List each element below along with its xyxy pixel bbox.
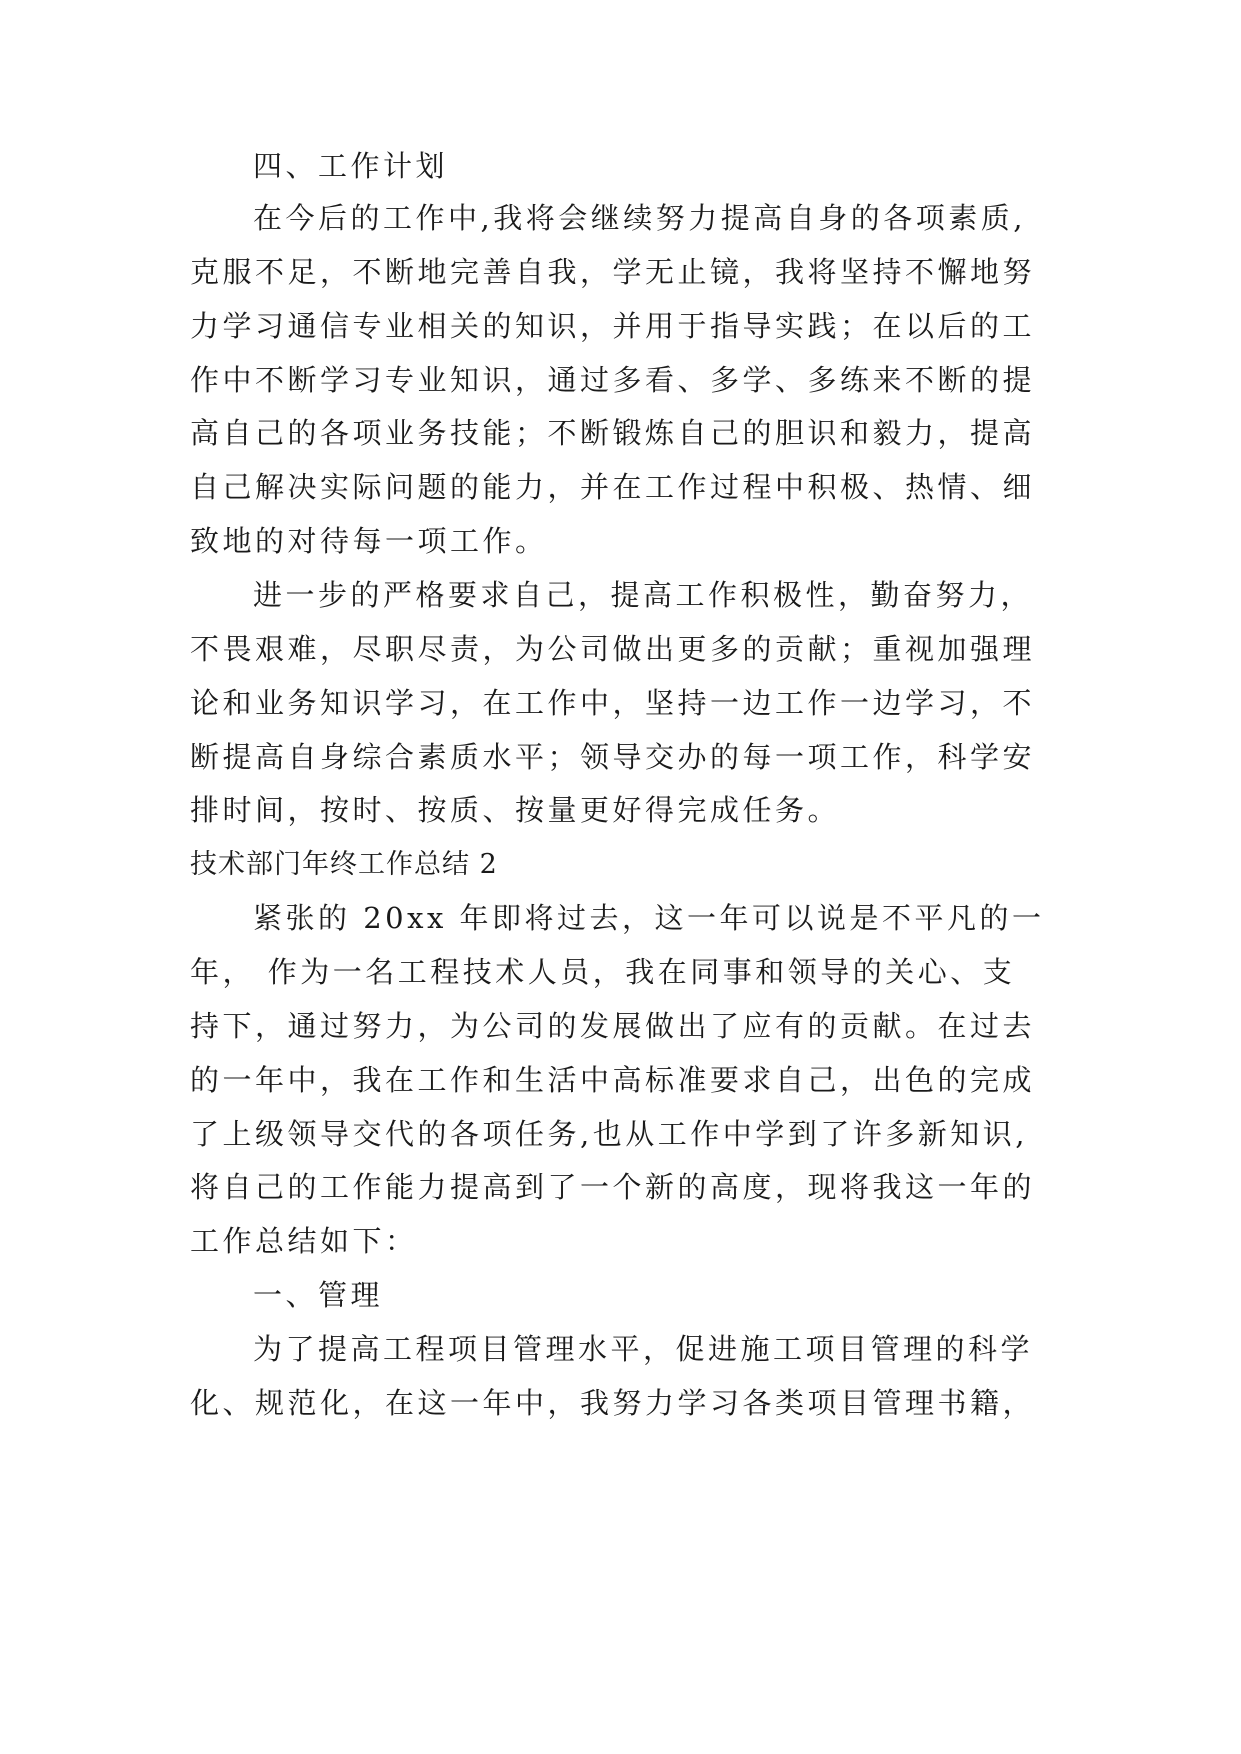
paragraph-line: 年， 作为一名工程技术人员，我在同事和领导的关心、支 [190, 955, 1016, 989]
paragraph-line: 力学习通信专业相关的知识，并用于指导实践；在以后的工 [190, 309, 1036, 343]
paragraph-line: 排时间，按时、按质、按量更好得完成任务。 [190, 793, 841, 827]
paragraph-line: 工作总结如下： [190, 1224, 418, 1258]
paragraph-line: 紧张的 20xx 年即将过去，这一年可以说是不平凡的一 [253, 901, 1045, 935]
section-heading: 一、管理 [253, 1278, 384, 1312]
paragraph-line: 了上级领导交代的各项任务,也从工作中学到了许多新知识, [190, 1117, 1028, 1151]
paragraph-line: 持下，通过努力，为公司的发展做出了应有的贡献。在过去 [190, 1009, 1036, 1043]
paragraph-line: 断提高自身综合素质水平；领导交办的每一项工作，科学安 [190, 740, 1036, 774]
paragraph-line: 进一步的严格要求自己，提高工作积极性，勤奋努力， [253, 578, 1034, 612]
paragraph-line: 的一年中，我在工作和生活中高标准要求自己，出色的完成 [190, 1063, 1036, 1097]
paragraph-line: 作中不断学习专业知识，通过多看、多学、多练来不断的提 [190, 363, 1036, 397]
section-heading: 四、工作计划 [253, 149, 449, 183]
paragraph-line: 自己解决实际问题的能力，并在工作过程中积极、热情、细 [190, 470, 1036, 504]
paragraph-line: 为了提高工程项目管理水平，促进施工项目管理的科学 [253, 1332, 1034, 1366]
paragraph-line: 致地的对待每一项工作。 [190, 524, 548, 558]
document-title: 技术部门年终工作总结 2 [190, 849, 498, 880]
paragraph-line: 克服不足，不断地完善自我，学无止镜，我将坚持不懈地努 [190, 255, 1036, 289]
paragraph-line: 将自己的工作能力提高到了一个新的高度，现将我这一年的 [190, 1170, 1036, 1204]
paragraph-line: 在今后的工作中,我将会继续努力提高自身的各项素质, [253, 201, 1026, 235]
paragraph-line: 不畏艰难，尽职尽责，为公司做出更多的贡献；重视加强理 [190, 632, 1036, 666]
paragraph-line: 高自己的各项业务技能；不断锻炼自己的胆识和毅力，提高 [190, 416, 1036, 450]
paragraph-line: 化、规范化，在这一年中，我努力学习各类项目管理书籍， [190, 1386, 1036, 1420]
paragraph-line: 论和业务知识学习，在工作中，坚持一边工作一边学习，不 [190, 686, 1036, 720]
